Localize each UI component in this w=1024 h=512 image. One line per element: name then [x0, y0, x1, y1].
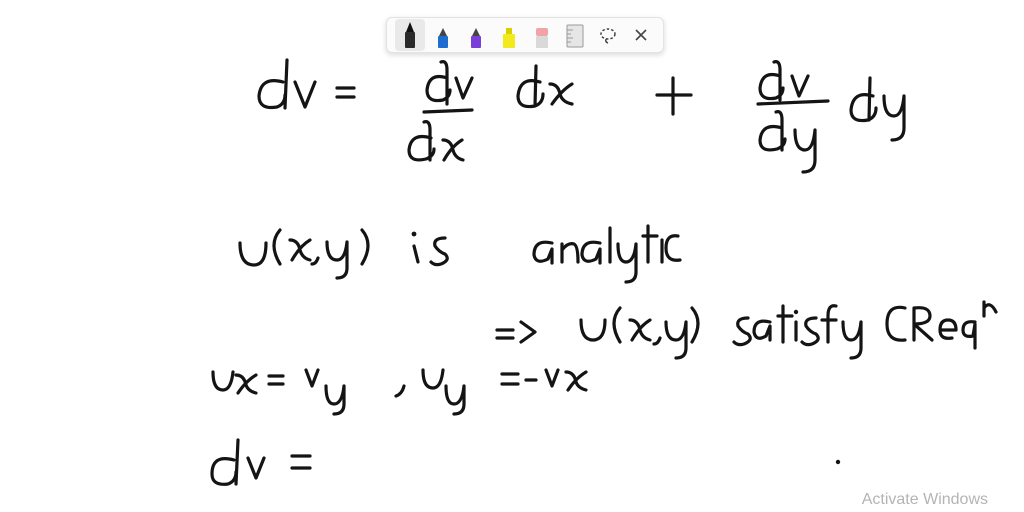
- ink-line-3: [497, 302, 996, 358]
- ink-line-5: [212, 440, 840, 484]
- ink-line-1: [259, 60, 904, 172]
- ink-line-2: [240, 226, 680, 282]
- ink-line-4: [213, 370, 586, 414]
- activate-windows-watermark: Activate Windows: [861, 491, 988, 508]
